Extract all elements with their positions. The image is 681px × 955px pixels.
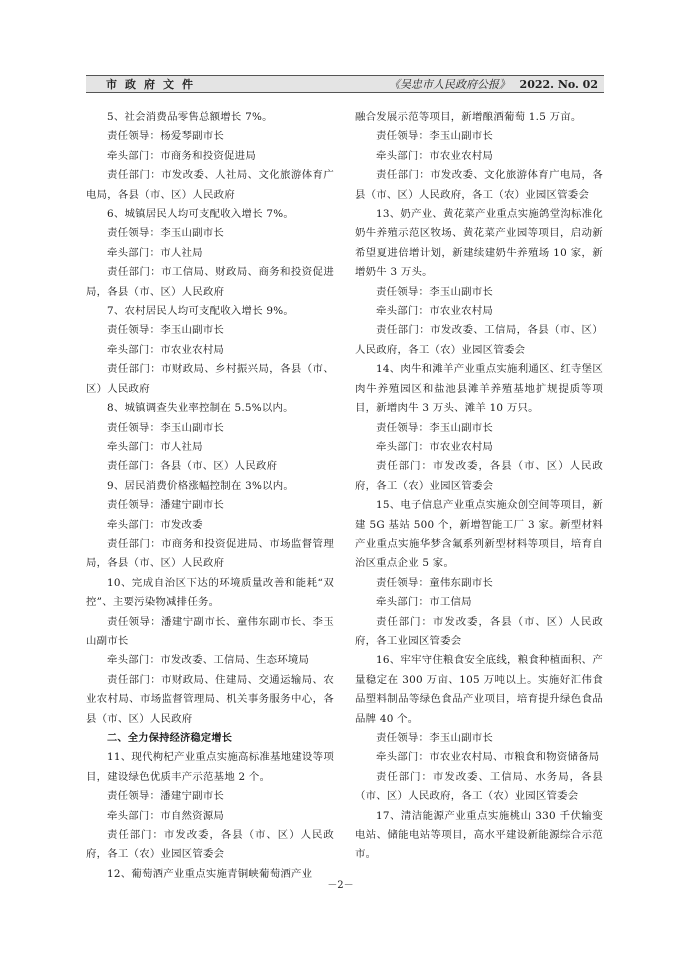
paragraph: 12、葡萄酒产业重点实施青铜峡葡萄酒产业 [107,867,313,880]
paragraph: 责任领导：潘建宁副市长、童伟东副市长、李玉山副市长 [86,615,334,647]
left-column [86,108,334,884]
paragraph: 牵头部门：市发改委、工信局、生态环境局 [107,654,310,667]
paragraph: 牵头部门：市农业农村局、市粮食和物资储备局 [376,751,600,764]
paragraph: 8、城镇调查失业率控制在 5.5%以内。 [107,402,294,415]
paragraph: 责任领导：李玉山副市长 [107,324,225,337]
paragraph: 牵头部门：市工信局 [376,596,472,609]
paragraph: 责任部门：市发改委、人社局、文化旅游体育广电局，各县（市、区）人民政府 [86,169,334,201]
paragraph: 6、城镇居民人均可支配收入增长 7%。 [107,208,295,221]
paragraph: 责任领导：李玉山副市长 [376,285,494,298]
paragraph: 责任部门：市发改委，各县（市、区）人民政府，各工业园区管委会 [355,615,603,647]
paragraph: 责任部门：市财政局、住建局、交通运输局、农业农村局、市场监督管理局、机关事务服务中心，各县（市、区）人民政府 [86,673,334,725]
paragraph: 牵头部门：市商务和投资促进局 [107,149,256,162]
paragraph: 责任领导：潘建宁副市长 [107,499,225,512]
paragraph: 责任部门：市工信局、财政局、商务和投资促进局，各县（市、区）人民政府 [86,266,334,298]
paragraph: 牵头部门：市农业农村局 [107,343,225,356]
paragraph: 牵头部门：市人社局 [107,440,203,453]
paragraph: 牵头部门：市人社局 [107,246,203,259]
paragraph: 责任领导：李玉山副市长 [376,421,494,434]
paragraph: 15、电子信息产业重点实施众创空间等项目，新建 5G 基站 500 个，新增智能工厂 3 家。新型材料产业重点实施华梦含氟系列新型材料等项目，培育自治区重点企业 5 家。 [355,499,603,570]
paragraph: 责任部门：市发改委、工信局、水务局，各县（市、区）人民政府，各工（农）业园区管委会 [355,770,603,803]
page-header [86,75,604,93]
paragraph: 责任领导：童伟东副市长 [376,576,494,589]
paragraph: 责任部门：各县（市、区）人民政府 [107,460,278,473]
paragraph: 责任部门：市发改委、文化旅游体育广电局，各县（市、区）人民政府，各工（农）业园区管委会 [355,169,603,201]
paragraph: 10、完成自治区下达的环境质量改善和能耗“双控”、主要污染物减排任务。 [86,576,334,609]
paragraph: 牵头部门：市农业农村局 [376,149,494,162]
paragraph: 5、社会消费品零售总额增长 7%。 [107,111,273,123]
paragraph: 16、牢牢守住粮食安全底线，粮食种植面积、产量稳定在 300 万亩、105 万吨以上。实施好汇伟食品塑料制品等绿色食品产业项目，培育提升绿色食品品牌 40 个。 [355,654,603,725]
paragraph: 9、居民消费价格涨幅控制在 3%以内。 [107,479,295,492]
paragraph: 责任部门：市发改委，各县（市、区）人民政府，各工（农）业园区管委会 [355,460,603,492]
paragraph: 责任领导：潘建宁副市长 [107,790,225,803]
section-heading: 二、全力保持经济稳定增长 [107,733,233,744]
section-title: 市政府文件 [106,78,201,91]
paragraph: 责任部门：市商务和投资促进局、市场监督管理局，各县（市、区）人民政府 [86,537,334,570]
paragraph: 责任领导：李玉山副市长 [376,732,494,744]
right-column [355,108,603,865]
paragraph: 11、现代枸杞产业重点实施高标准基地建设等项目，建设绿色优质丰产示范基地 2 个。 [86,751,334,783]
paragraph: 责任部门：市发改委，各县（市、区）人民政府，各工（农）业园区管委会 [86,829,334,861]
paragraph: 责任领导：李玉山副市长 [376,130,494,143]
paragraph: 7、农村居民人均可支配收入增长 9%。 [107,305,295,318]
paragraph: 牵头部门：市自然资源局 [107,809,225,822]
page-number: －2－ [327,880,354,891]
journal-name: 《吴忠市人民政府公报》 [389,78,511,91]
paragraph: 责任领导：杨爱琴副市长 [107,130,225,143]
journal-info [389,76,598,92]
paragraph: 责任领导：李玉山副市长 [107,421,225,434]
paragraph: 融合发展示范等项目，新增酿酒葡萄 1.5 万亩。 [355,111,582,123]
paragraph: 14、肉牛和滩羊产业重点实施利通区、红寺堡区肉牛养殖园区和盐池县滩羊养殖基地扩规提质等项目，新增肉牛 3 万头、滩羊 10 万只。 [355,363,603,415]
issue-number: 2022. No. 02 [519,78,598,91]
paragraph: 牵头部门：市农业农村局 [376,305,494,318]
paragraph: 17、清洁能源产业重点实施桃山 330 千伏输变电站、储能电站等项目，高水平建设新能源综合示范市。 [355,809,603,861]
paragraph: 13、奶产业、黄花菜产业重点实施鸽堂沟标准化奶牛养殖示范区牧场、黄花菜产业园等项目，启动新希望夏进倍增计划，新建续建奶牛养殖场 10 家，新增奶牛 3 万头。 [355,208,603,279]
paragraph: 牵头部门：市农业农村局 [376,440,494,453]
paragraph: 责任部门：市发改委、工信局，各县（市、区）人民政府，各工（农）业园区管委会 [355,324,603,356]
paragraph: 责任部门：市财政局、乡村振兴局，各县（市、区）人民政府 [86,363,334,395]
paragraph: 牵头部门：市发改委 [107,518,203,531]
paragraph: 责任领导：李玉山副市长 [107,227,225,240]
